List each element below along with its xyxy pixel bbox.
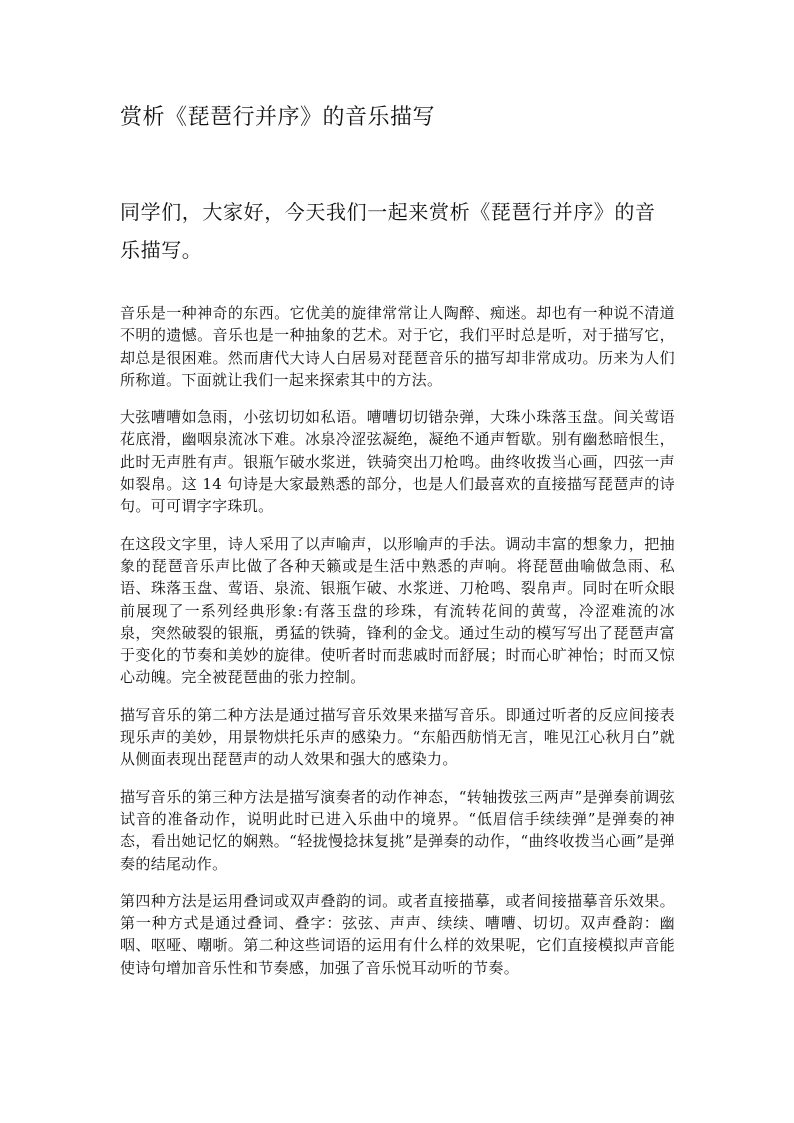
document-body: [120, 302, 675, 979]
paragraph-method-one: 在这段文字里，诗人采用了以声喻声，以形喻声的手法。调动丰富的想象力，把抽象的琵琶音乐声比做了各种天籁或是生活中熟悉的声响。将琵琶曲喻做急雨、私语、珠落玉盘、莺语、泉流、银瓶乍破、水浆迸、刀枪鸣、裂帛声。同时在听众眼前展现了一系列经典形象:有落玉盘的珍珠，有流转花间的黄莺，冷涩难流的冰泉，突然破裂的银瓶，勇猛的铁骑，锋利的金戈。通过生动的模写写出了琵琶声富于变化的节奏和美妙的旋律。使听者时而悲戚时而舒展；时而心旷神怡；时而又惊心动魄。完全被琵琶曲的张力控制。: [120, 534, 675, 687]
document-page: [120, 0, 675, 979]
paragraph-intro: 音乐是一种神奇的东西。它优美的旋律常常让人陶醉、痴迷。却也有一种说不清道不明的遗憾。音乐也是一种抽象的艺术。对于它，我们平时总是听，对于描写它，却总是很困难。然而唐代大诗人白居易对琵琶音乐的描写却非常成功。历来为人们所称道。下面就让我们一起来探索其中的方法。: [120, 304, 675, 389]
paragraph-method-four: 第四种方法是运用叠词或双声叠韵的词。或者直接描摹，或者间接描摹音乐效果。第一种方式是通过叠词、叠字：弦弦、声声、续续、嘈嘈、切切。双声叠韵：幽咽、呕哑、嘲哳。第二种这些词语的运用有什么样的效果呢，它们直接模拟声音能使诗句增加音乐性和节奏感，加强了音乐悦耳动听的节奏。: [120, 891, 675, 977]
document-subtitle: 同学们，大家好，今天我们一起来赏析《琵琶行并序》的音乐描写。: [120, 200, 656, 262]
paragraph-poem-quote: 大弦嘈嘈如急雨，小弦切切如私语。嘈嘈切切错杂弹，大珠小珠落玉盘。间关莺语花底滑，幽咽泉流冰下难。冰泉冷涩弦凝绝，凝绝不通声暂歇。别有幽愁暗恨生，此时无声胜有声。银瓶乍破水浆迸，铁骑突出刀枪鸣。曲终收拨当心画，四弦一声如裂帛。这 14 句诗是大家最熟悉的部分，也是人们最喜欢的直接描写琵琶声的诗句。可可谓字字珠玑。: [120, 408, 675, 516]
paragraph-method-two: 描写音乐的第二种方法是通过描写音乐效果来描写音乐。即通过听者的反应间接表现乐声的美妙，用景物烘托乐声的感染力。“东船西舫悄无言，唯见江心秋月白”就从侧面表现出琵琶声的动人效果和强大的感染力。: [120, 705, 675, 769]
paragraph-method-three: 描写音乐的第三种方法是描写演奏者的动作神态，“转轴拨弦三两声”是弹奏前调弦试音的准备动作，说明此时已进入乐曲中的境界。“低眉信手续续弹”是弹奏的神态，看出她记忆的娴熟。“轻拢慢捻抹复挑”是弹奏的动作，“曲终收拨当心画”是弹奏的结尾动作。: [120, 787, 675, 873]
document-title: 赏析《琵琶行并序》的音乐描写: [120, 105, 436, 130]
